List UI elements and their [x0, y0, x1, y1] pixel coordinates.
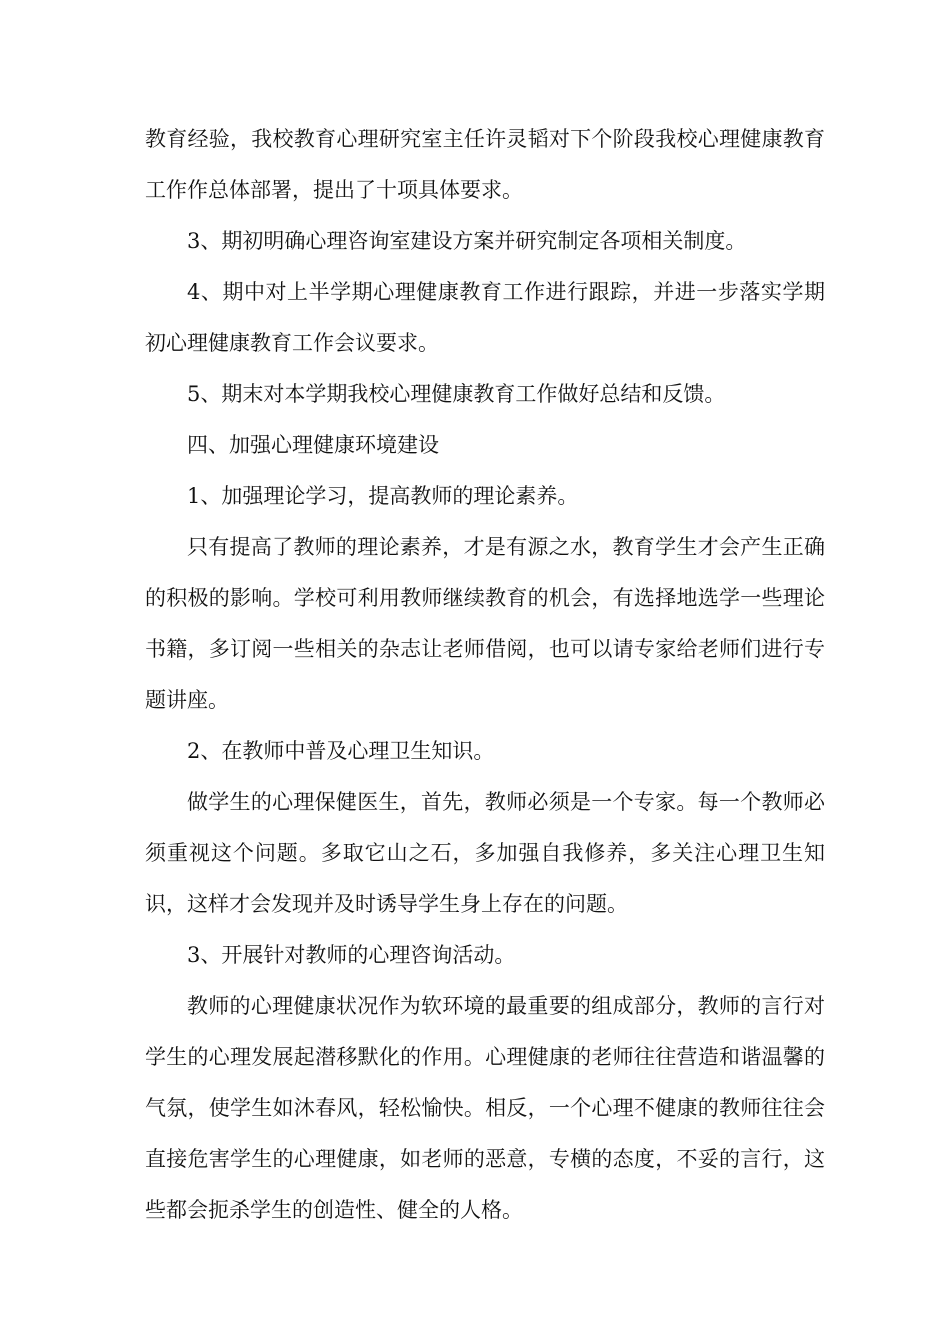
section-heading-4: 四、加强心理健康环境建设: [187, 433, 439, 457]
paragraph-2: 3、期初明确心理咨询室建设方案并研究制定各项相关制度。: [187, 229, 747, 253]
paragraph-3: 4、期中对上半学期心理健康教育工作进行跟踪，并进一步落实学期初心理健康教育工作会议要求。: [145, 280, 825, 355]
paragraph-9: 做学生的心理保健医生，首先，教师必须是一个专家。每一个教师必须重视这个问题。多取它山之石，多加强自我修养，多关注心理卫生知识，这样才会发现并及时诱导学生身上存在的问题。: [145, 790, 825, 916]
document-body: [145, 114, 825, 1236]
paragraph-4: 5、期末对本学期我校心理健康教育工作做好总结和反馈。: [187, 382, 726, 406]
subheading-1: 1、加强理论学习，提高教师的理论素养。: [187, 484, 579, 508]
paragraph-1: 教育经验，我校教育心理研究室主任许灵韬对下个阶段我校心理健康教育工作作总体部署，提出了十项具体要求。: [145, 127, 825, 202]
subheading-2: 2、在教师中普及心理卫生知识。: [187, 739, 495, 763]
paragraph-11: 教师的心理健康状况作为软环境的最重要的组成部分，教师的言行对学生的心理发展起潜移默化的作用。心理健康的老师往往营造和谐温馨的气氛，使学生如沐春风，轻松愉快。相反，一个心理不健康的教师往往会直接危害学生的心理健康，如老师的恶意，专横的态度，不妥的言行，这些都会扼杀学生的创造性、健全的人格。: [145, 994, 825, 1222]
paragraph-7: 只有提高了教师的理论素养，才是有源之水，教育学生才会产生正确的积极的影响。学校可利用教师继续教育的机会，有选择地选学一些理论书籍，多订阅一些相关的杂志让老师借阅，也可以请专家给老师们进行专题讲座。: [145, 535, 825, 712]
subheading-3: 3、开展针对教师的心理咨询活动。: [187, 943, 516, 967]
